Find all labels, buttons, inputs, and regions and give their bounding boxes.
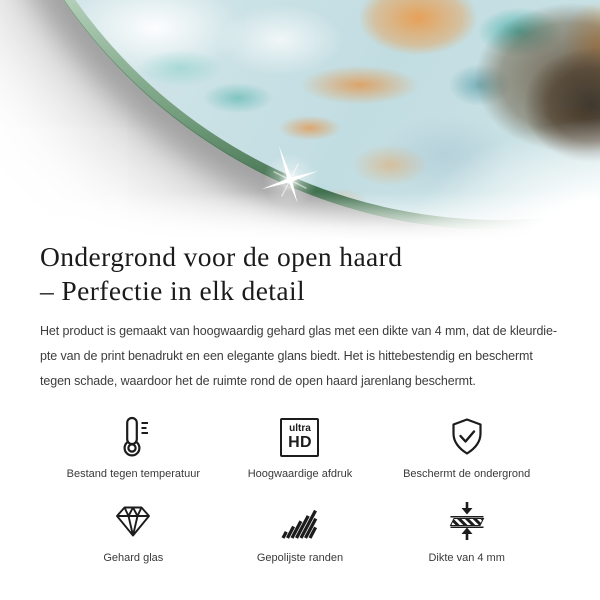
feature-label: Gehard glas xyxy=(103,552,164,564)
polished-edges-icon xyxy=(278,497,322,545)
feature-protection xyxy=(383,413,550,480)
feature-label: Bestand tegen temperatuur xyxy=(66,468,200,480)
feature-temperature xyxy=(50,413,217,480)
diamond-icon xyxy=(110,497,156,545)
thickness-4mm-icon xyxy=(445,497,489,545)
ultra-hd-icon xyxy=(280,413,319,461)
shield-check-icon xyxy=(445,413,489,461)
title-line-1: Ondergrond voor de open haard xyxy=(40,241,403,272)
description-line: Het product is gemaakt van hoogwaardig gehard glas met een dikte van 4 mm, dat de kleurdie- xyxy=(40,324,557,338)
feature-label: Dikte van 4 mm xyxy=(428,552,505,564)
thermometer-icon xyxy=(113,413,153,461)
feature-label: Hoogwaardige afdruk xyxy=(247,468,353,480)
feature-label: Beschermt de ondergrond xyxy=(403,468,531,480)
description-line: tegen schade, waardoor het de ruimte rond de open haard jarenlang beschermt. xyxy=(40,374,476,388)
feature-polished-edges xyxy=(217,497,384,564)
product-description xyxy=(40,319,560,394)
ultra-hd-badge-top: ultra xyxy=(289,423,311,434)
feature-label: Gepolijste randen xyxy=(256,552,344,564)
feature-grid xyxy=(40,413,560,564)
feature-print-quality xyxy=(217,413,384,480)
feature-thickness xyxy=(383,497,550,564)
marble-artwork xyxy=(0,0,600,220)
glass-edge xyxy=(0,0,600,230)
description-line: pte van de print benadrukt en een elegante glans biedt. Het is hittebestendig en beschermt xyxy=(40,349,533,363)
feature-tempered-glass xyxy=(50,497,217,564)
ultra-hd-badge-bottom: HD xyxy=(288,434,312,451)
product-hero-image xyxy=(0,0,600,240)
title-line-2: – Perfectie in elk detail xyxy=(40,275,306,306)
page-title xyxy=(40,240,560,308)
